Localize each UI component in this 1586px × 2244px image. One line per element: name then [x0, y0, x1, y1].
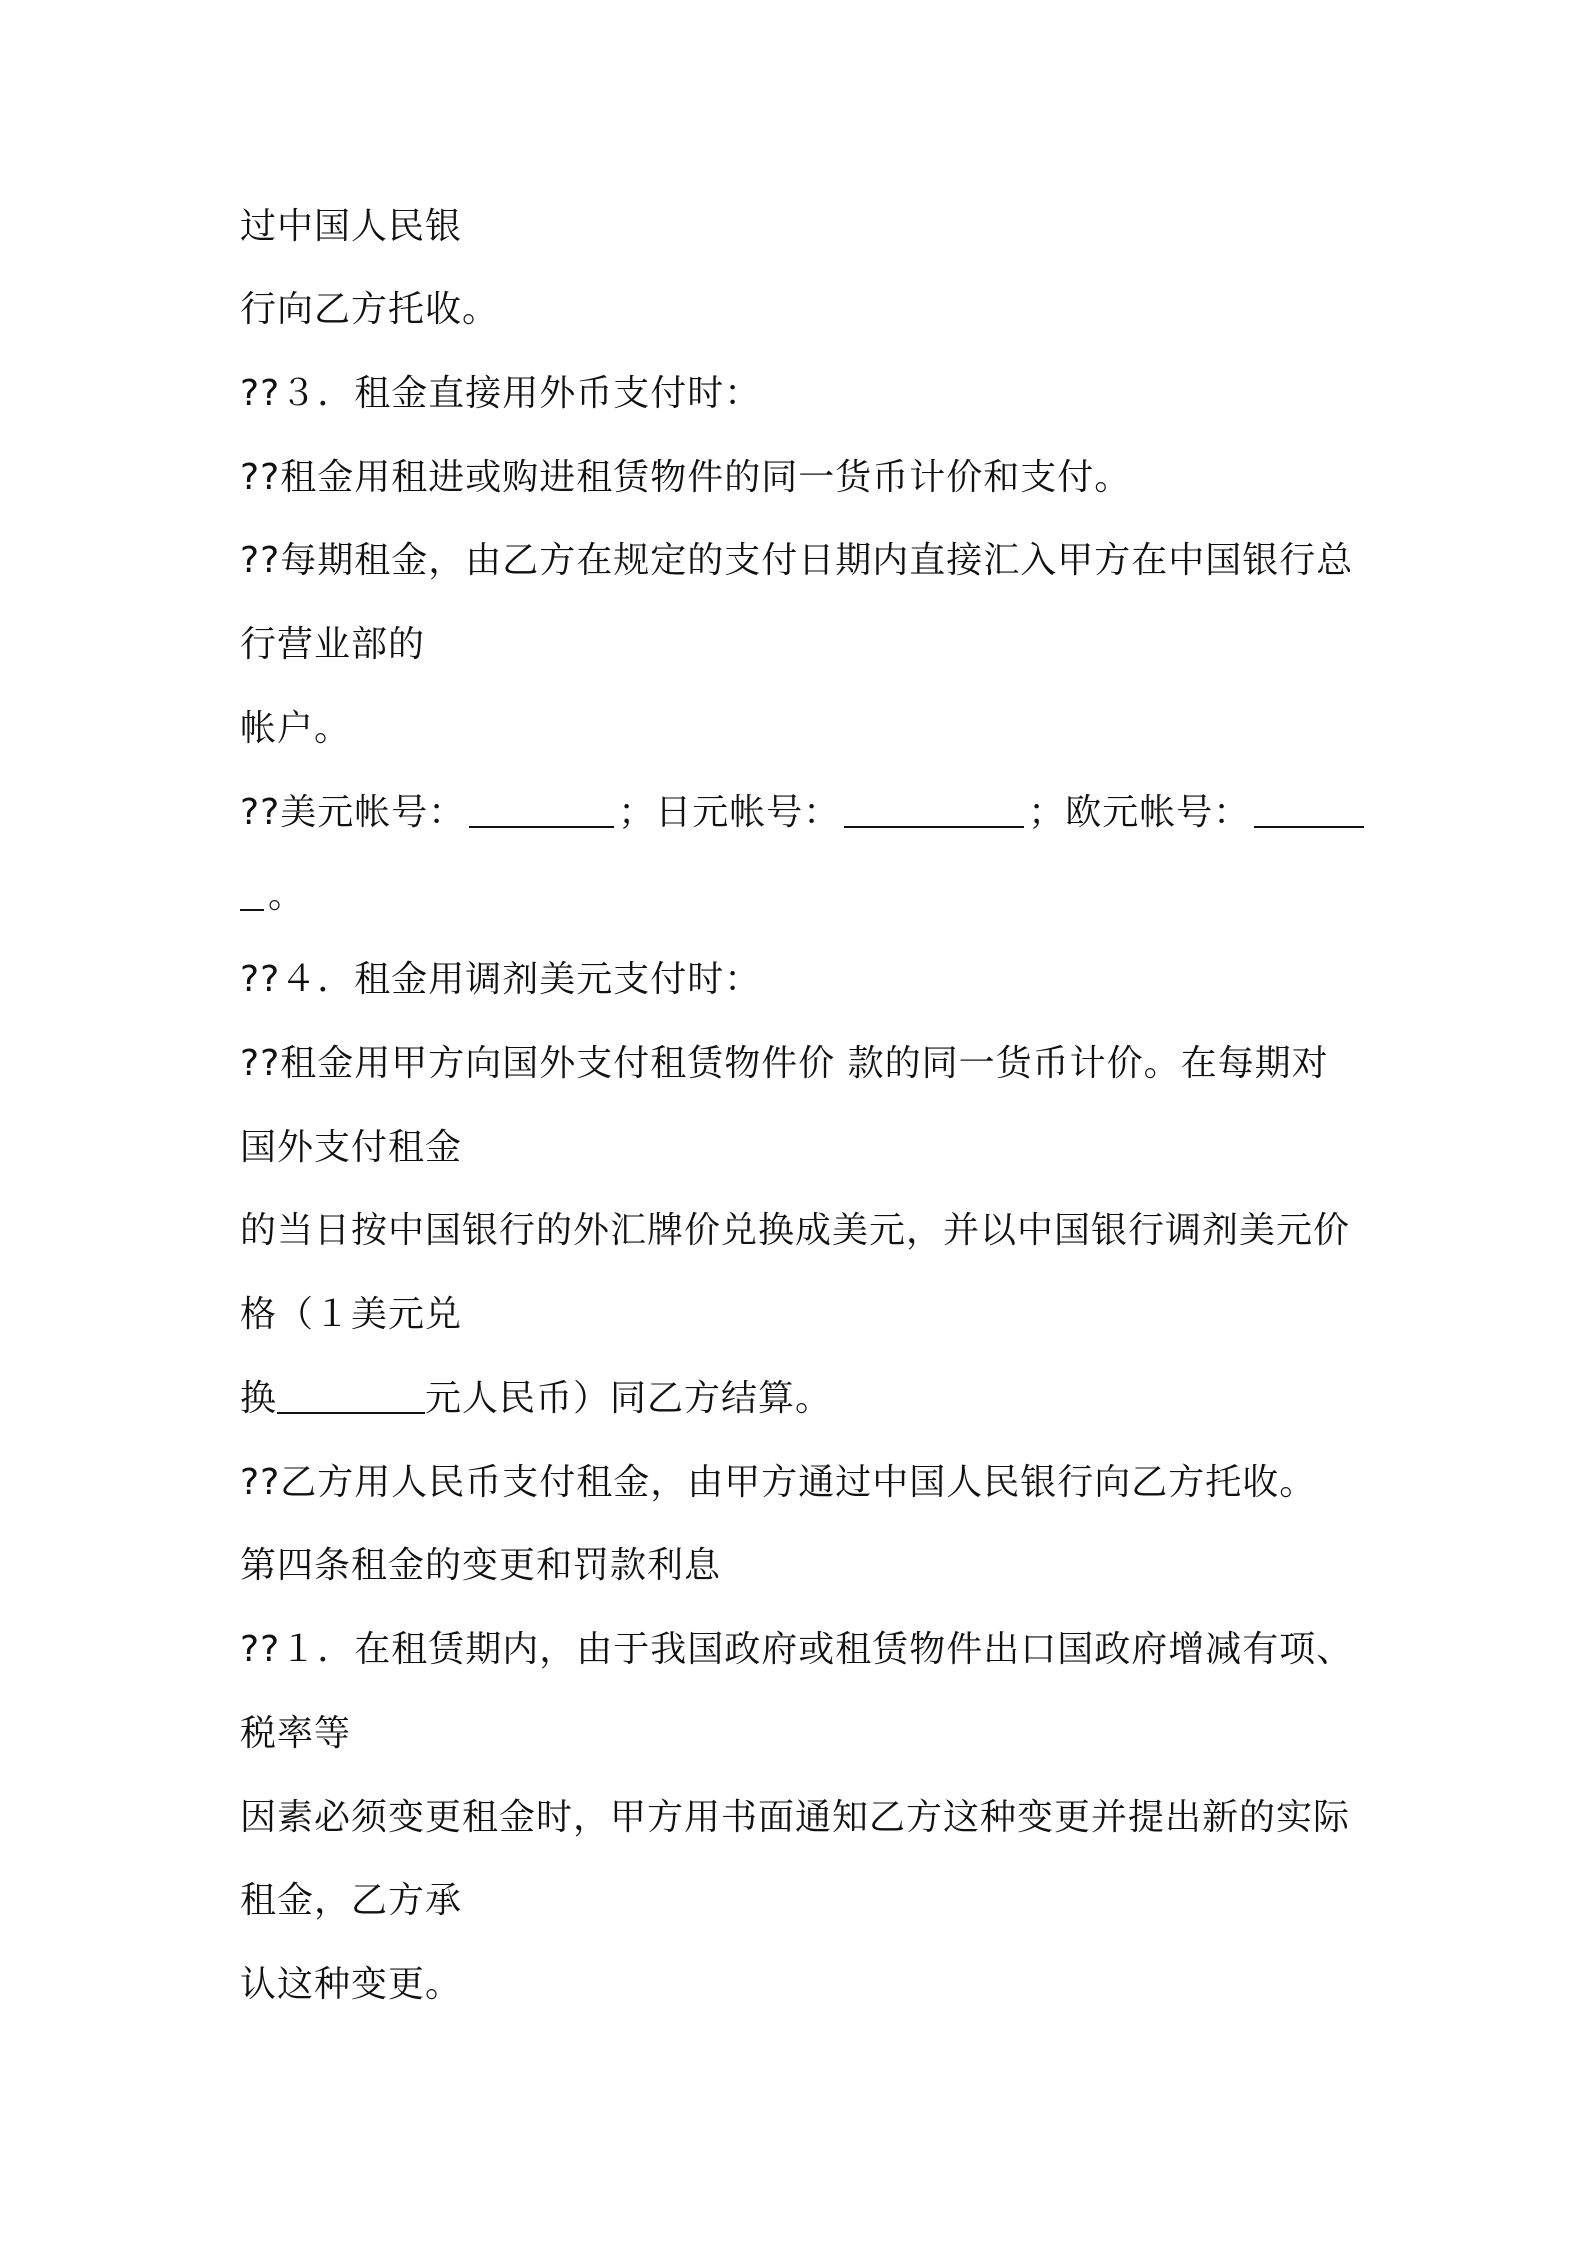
jpy-account-blank [844, 826, 1024, 828]
eur-account-label: ；欧元帐号： [1028, 792, 1251, 833]
exchange-rate-blank [277, 1412, 425, 1414]
account-numbers-line-end [240, 866, 305, 926]
text-line: 行向乙方托收。 [240, 289, 500, 330]
usd-account-label: ??美元帐号： [240, 792, 466, 833]
text-line: 过中国人民银 [240, 206, 463, 247]
text-line: ??４．租金用调剂美元支付时： [240, 959, 762, 1000]
text-line: ??乙方用人民币支付租金，由甲方通过中国人民银行向乙方托收。 [240, 1462, 1317, 1503]
text-line: 租金，乙方承 [240, 1880, 463, 1921]
text-line: 认这种变更。 [240, 1964, 463, 2005]
section-heading: 第四条租金的变更和罚款利息 [240, 1545, 722, 1586]
text-line: 税率等 [240, 1713, 352, 1754]
text-line: ??每期租金，由乙方在规定的支付日期内直接汇入甲方在中国银行总 [240, 540, 1354, 581]
text-line: 行营业部的 [240, 624, 426, 665]
text-line: 的当日按中国银行的外汇牌价兑换成美元，并以中国银行调剂美元价 [240, 1210, 1351, 1251]
text-line: ??租金用甲方向国外支付租赁物件价 款的同一货币计价。在每期对 [240, 1043, 1329, 1084]
line-end-punctuation: 。 [268, 875, 306, 916]
exchange-rate-line [240, 1369, 832, 1429]
exchange-prefix: 换 [240, 1378, 278, 1419]
account-numbers-line [240, 783, 1368, 843]
text-line: 帐户。 [240, 708, 352, 749]
text-line: 格（１美元兑 [240, 1294, 463, 1335]
eur-account-blank-continued [240, 909, 264, 911]
usd-account-blank [469, 826, 614, 828]
text-line: ??３．租金直接用外币支付时： [240, 373, 762, 414]
text-line: 因素必须变更租金时，甲方用书面通知乙方这种变更并提出新的实际 [240, 1797, 1351, 1838]
jpy-account-label: ；日元帐号： [618, 792, 841, 833]
text-line: ??１．在租赁期内，由于我国政府或租赁物件出口国政府增减有项、 [240, 1629, 1354, 1670]
exchange-suffix: 元人民币）同乙方结算。 [425, 1378, 833, 1419]
eur-account-blank [1254, 826, 1364, 828]
text-line: ??租金用租进或购进租赁物件的同一货币计价和支付。 [240, 457, 1132, 498]
text-line: 国外支付租金 [240, 1127, 463, 1168]
